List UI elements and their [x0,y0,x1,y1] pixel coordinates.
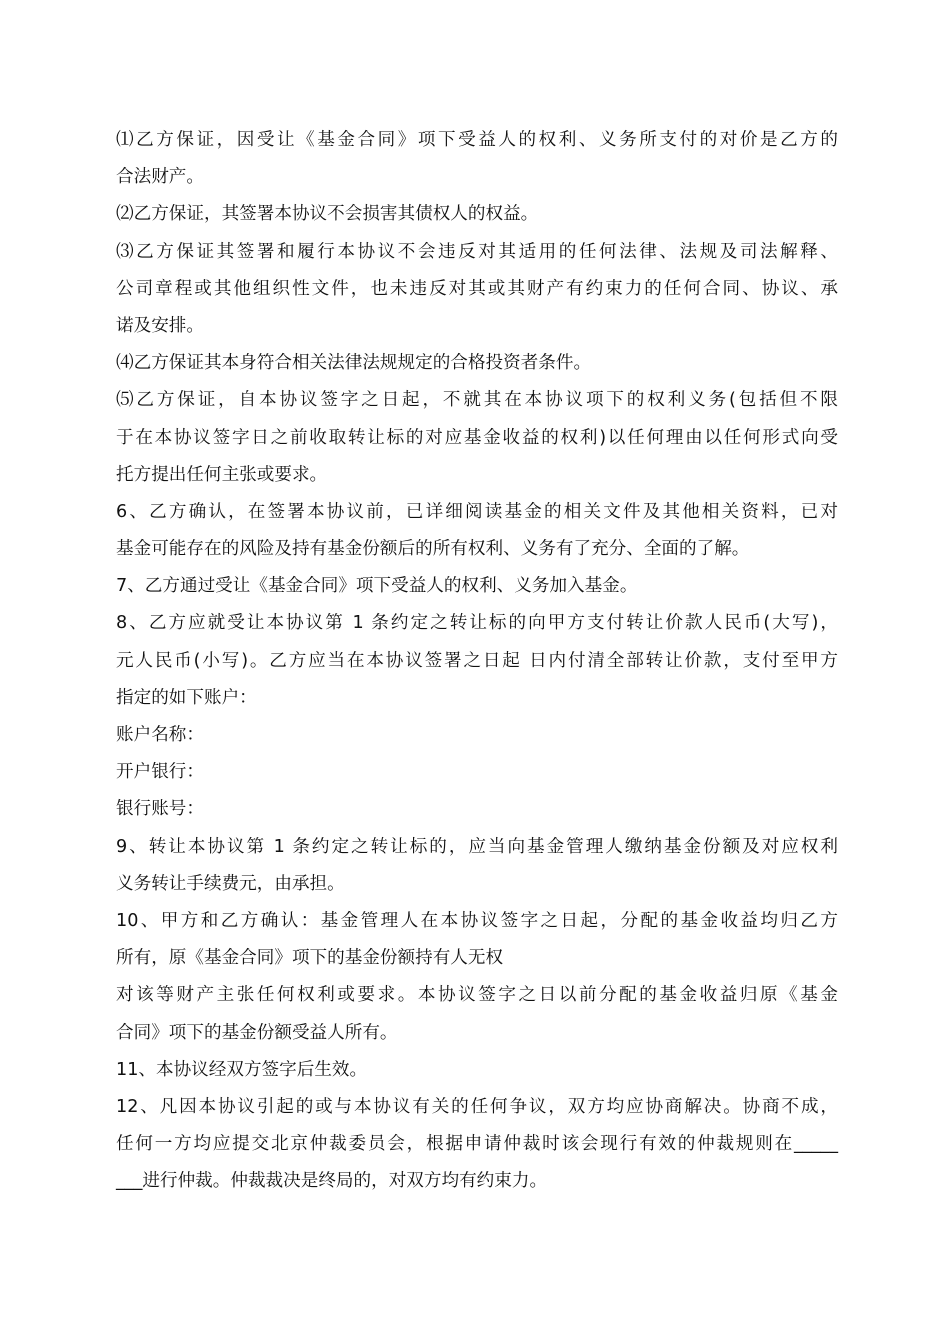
text-line: 指定的如下账户： [116,687,257,708]
text-line: ⑶乙方保证其签署和履行本协议不会违反对其适用的任何法律、法规及司法解释、 [116,241,838,262]
text-line: 元人民币(小写)。乙方应当在本协议签署之日起 日内付清全部转让价款，支付至甲方 [116,650,838,671]
text-line: 诺及安排。 [116,315,204,336]
text-line: 合同》项下的基金份额受益人所有。 [116,1022,398,1043]
text-line: ⑵乙方保证，其签署本协议不会损害其债权人的权益。 [116,204,539,225]
text-line: ⑸乙方保证，自本协议签字之日起，不就其在本协议项下的权利义务(包括但不限 [116,390,838,411]
text-line: 对该等财产主张任何权利或要求。本协议签字之日以前分配的基金收益归原《基金 [116,985,838,1006]
text-line: 11、本协议经双方签字后生效。 [116,1059,368,1080]
text-line: 合法财产。 [116,167,204,188]
text-line: 所有，原《基金合同》项下的基金份额持有人无权 [116,948,504,969]
text-line: 9、转让本协议第 1 条约定之转让标的，应当向基金管理人缴纳基金份额及对应权利 [116,836,838,857]
text-line: 6、乙方确认，在签署本协议前，已详细阅读基金的相关文件及其他相关资料，已对 [116,501,838,522]
text-line: 义务转让手续费元，由承担。 [116,873,345,894]
text-line: 账户名称： [116,725,204,745]
text-line: 开户银行： [116,762,204,783]
text-line: 10、甲方和乙方确认：基金管理人在本协议签字之日起，分配的基金收益均归乙方 [116,910,838,931]
text-line: 银行账号： [116,799,204,820]
text-line: ⑴乙方保证，因受让《基金合同》项下受益人的权利、义务所支付的对价是乙方的 [116,130,838,150]
document-body [116,122,838,1200]
text-line: 托方提出任何主张或要求。 [116,464,328,485]
text-line: ___进行仲裁。仲裁裁决是终局的，对双方均有约束力。 [116,1171,548,1192]
text-line: ⑷乙方保证其本身符合相关法律法规规定的合格投资者条件。 [116,353,592,374]
text-line: 任何一方均应提交北京仲裁委员会，根据申请仲裁时该会现行有效的仲裁规则在_____ [116,1134,838,1155]
text-line: 于在本协议签字日之前收取转让标的对应基金收益的权利)以任何理由以任何形式向受 [116,427,838,448]
text-line: 公司章程或其他组织性文件，也未违反对其或其财产有约束力的任何合同、协议、承 [116,278,838,299]
text-line: 基金可能存在的风险及持有基金份额后的所有权利、义务有了充分、全面的了解。 [116,539,750,560]
text-line: 8、乙方应就受让本协议第 1 条约定之转让标的向甲方支付转让价款人民币(大写)， [116,613,838,634]
text-line: 7、乙方通过受让《基金合同》项下受益人的权利、义务加入基金。 [116,576,638,597]
text-line: 12、凡因本协议引起的或与本协议有关的任何争议，双方均应协商解决。协商不成， [116,1096,838,1117]
